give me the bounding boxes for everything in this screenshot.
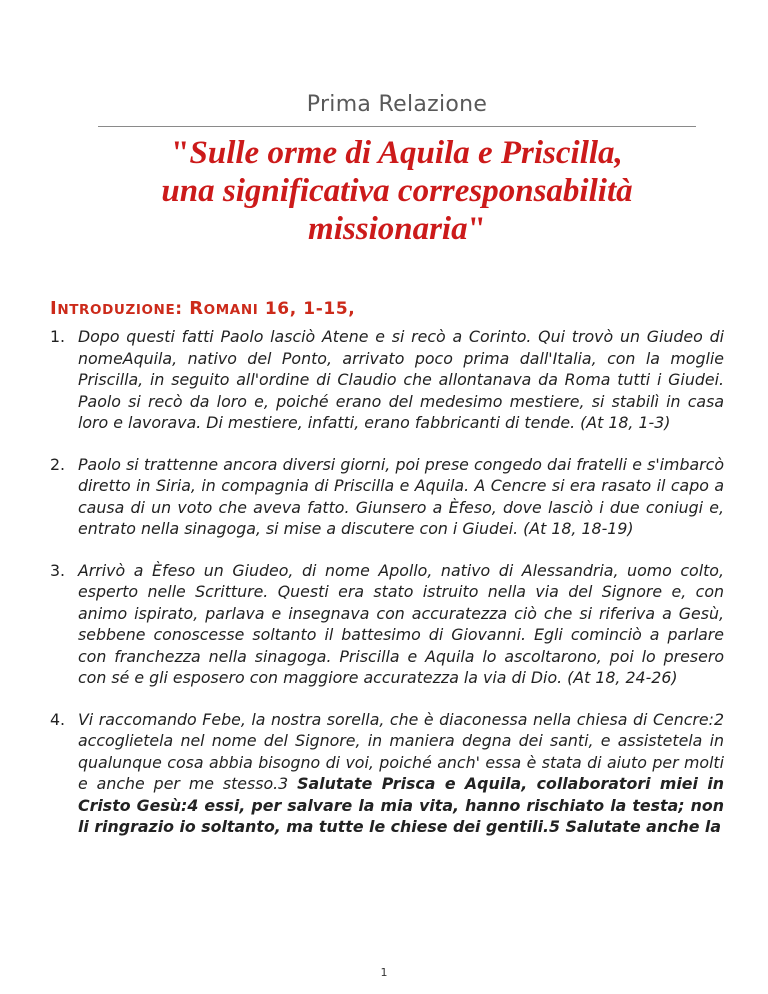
title-open-quote: " — [171, 135, 190, 171]
page-number: 1 — [380, 966, 388, 979]
page-header: Prima Relazione — [306, 92, 488, 117]
list-item-text: Dopo questi fatti Paolo lasciò Atene e si recò a Corinto. Qui trovò un Giudeo di nomeAquila, nativo del Ponto, arrivato poco prima dall'Italia, con la moglie Priscilla, in seguito all'ordine di Claudio che allontanava da Roma tutti i Giudei. Paolo si recò da loro e, poiché erano del medesimo mestiere, si stabilì in casa loro e lavorava. Di mestiere, infatti, erano fabbricanti di tende. (At 18, 1-3) — [78, 327, 724, 432]
list-item — [50, 326, 724, 434]
list-item-text: Paolo si trattenne ancora diversi giorni, poi prese congedo dai fratelli e s'imbarcò diretto in Siria, in compagnia di Priscilla e Aquila. A Cencre si era rasato il capo a causa di un voto che aveva fatto. Giunsero a Èfeso, dove lasciò i due coniugi e, entrato nella sinagoga, si mise a discutere con i Giudei. (At 18, 18-19) — [78, 454, 724, 538]
heading-reference: 16, 1-15, — [258, 299, 356, 319]
title-line-1 — [98, 134, 696, 172]
list-item-number: 4. — [50, 709, 66, 729]
title-line-3-text: missionaria — [308, 211, 468, 247]
list-item — [50, 709, 724, 838]
list-item-bold-text: Salutate Prisca e Aquila, collaboratori miei in Cristo Gesù:4 essi, per salvare la mia vita, hanno rischiato la testa; non li ringrazio io soltanto, ma tutte le chiese dei gentili.5 Salutate anche la — [78, 774, 724, 836]
heading-initial-i: I — [50, 298, 58, 319]
list-item — [50, 560, 724, 689]
list-item-text: Vi raccomando Febe, la nostra sorella, che è diaconessa nella chiesa di Cencre:2 accoglietela nel nome del Signore, in maniera degna dei santi, e assistetela in qualunque cosa abbia bisogno di voi, poiché anch' essa è stata di aiuto per molti e anche per me stesso.3 — [78, 709, 724, 793]
section-heading — [50, 298, 355, 319]
list-item-number: 3. — [50, 560, 66, 580]
heading-romani: OMANI — [203, 302, 259, 318]
title-line-1-text: Sulle orme di Aquila e Priscilla, — [189, 135, 623, 171]
list-item — [50, 454, 724, 540]
heading-introduzione: NTRODUZIONE — [57, 302, 176, 318]
list-item-number: 2. — [50, 454, 66, 474]
header-divider — [98, 126, 696, 127]
heading-initial-r: R — [189, 298, 204, 319]
list-item-number: 1. — [50, 327, 66, 346]
title-line-3 — [98, 210, 696, 248]
title-line-2: una significativa corresponsabilità — [161, 173, 633, 209]
list-item-text: Arrivò a Èfeso un Giudeo, di nome Apollo, nativo di Alessandria, uomo colto, esperto nelle Scritture. Questi era stato istruito nella via del Signore e, con animo ispirato, parlava e insegnava con accuratezza ciò che si riferiva a Gesù, sebbene conoscesse soltanto il battesimo di Giovanni. Egli cominciò a parlare con franchezza nella sinagoga. Priscilla e Aquila lo ascoltarono, poi lo presero con sé e gli esposero con maggiore accuratezza la via di Dio. (At 18, 24-26) — [78, 560, 724, 687]
passages-list — [50, 326, 724, 858]
heading-colon: : — [175, 299, 190, 319]
title-close-quote: " — [467, 211, 486, 247]
document-title — [98, 134, 696, 248]
